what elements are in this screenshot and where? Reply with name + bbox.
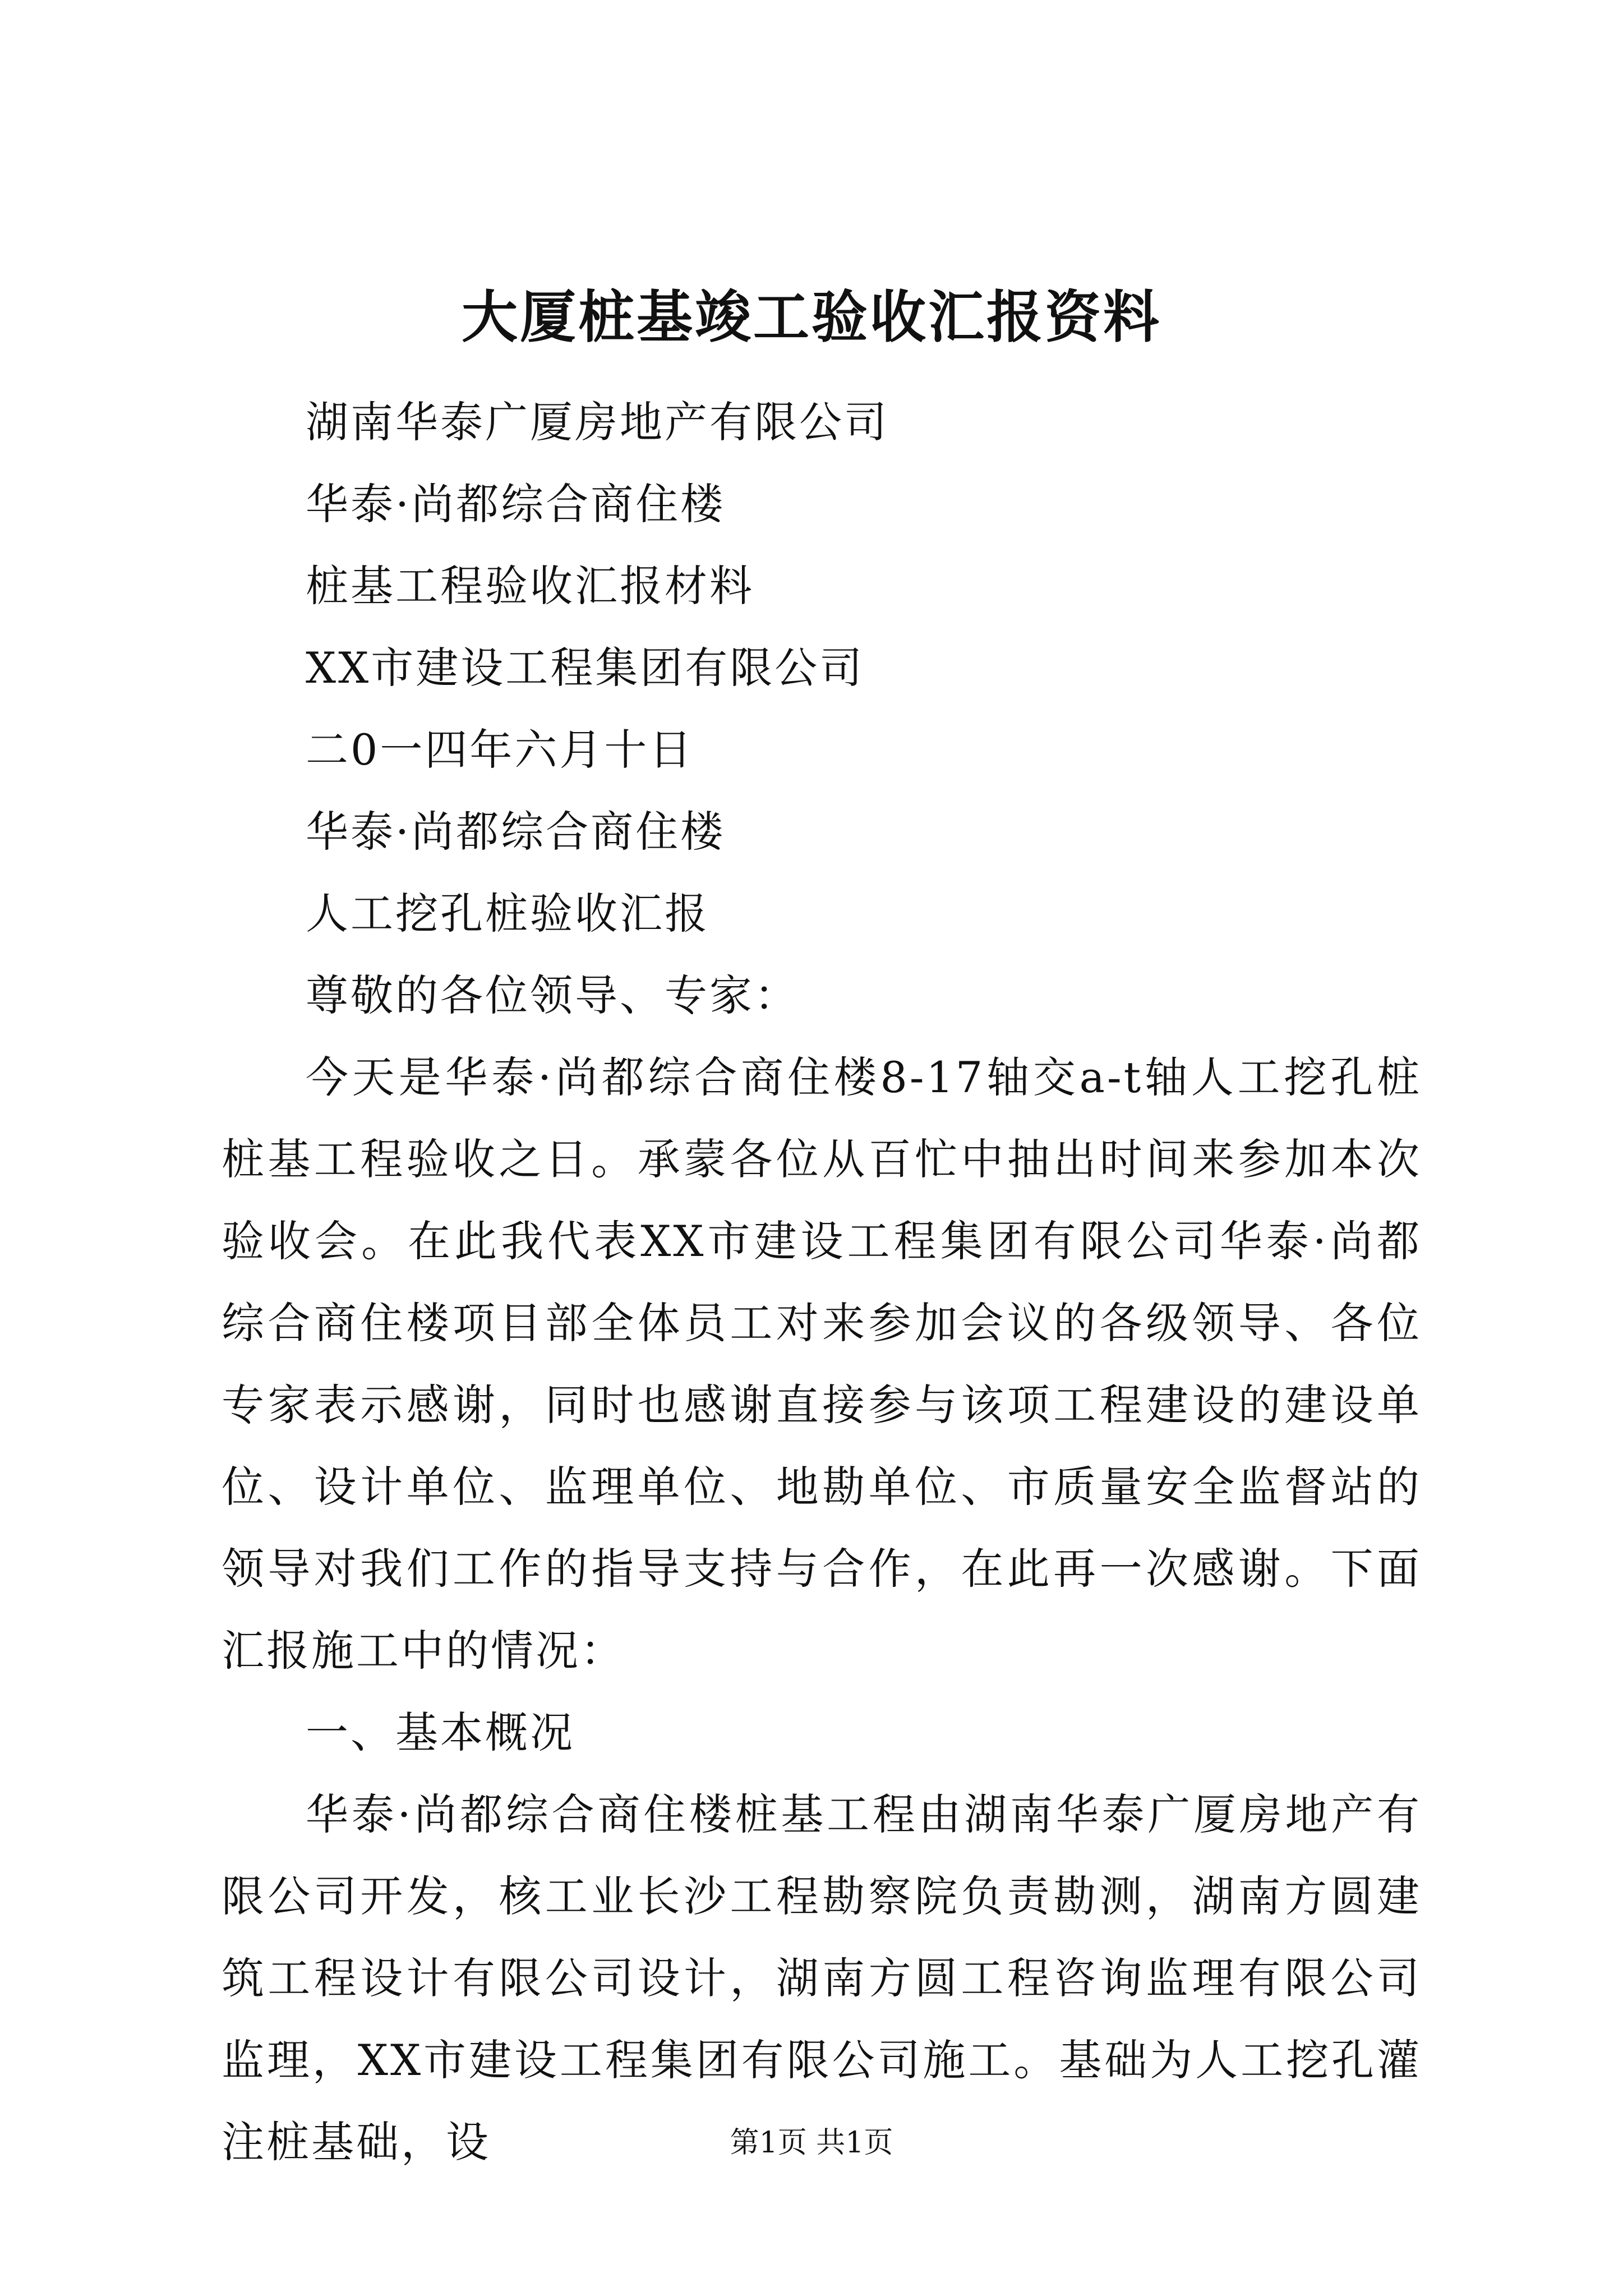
report-subject-line: 桩基工程验收汇报材料 <box>306 561 754 611</box>
owner-company-line: 湖南华泰广厦房地产有限公司 <box>306 397 889 447</box>
date-line: 二0一四年六月十日 <box>306 725 694 775</box>
salutation-line: 尊敬的各位领导、专家： <box>306 970 799 1020</box>
opening-paragraph: 今天是华泰·尚都综合商住楼8-17轴交a-t轴人工挖孔桩桩基工程验收之日。承蒙各位从百忙中抽出时间来参加本次验收会。在此我代表XX市建设工程集团有限公司华泰·尚都综合商住楼项目部全体员工对来参加会议的各级领导、各位专家表示感谢，同时也感谢直接参与该项工程建设的建设单位、设计单位、监理单位、地勘单位、市质量安全监督站的领导对我们工作的指导支持与合作，在此再一次感谢。下面汇报施工中的情况： <box>222 1052 1422 1676</box>
project-name-line: 华泰·尚都综合商住楼 <box>306 479 726 529</box>
project-name-line-2: 华泰·尚都综合商住楼 <box>306 807 726 857</box>
section-heading: 一、基本概况 <box>306 1708 575 1757</box>
overview-paragraph: 华泰·尚都综合商住楼桩基工程由湖南华泰广厦房地产有限公司开发，核工业长沙工程勘察院负责勘测，湖南方圆建筑工程设计有限公司设计，湖南方圆工程咨询监理有限公司监理，XX市建设工程集团有限公司施工。基础为人工挖孔灌注桩基础，设 <box>222 1789 1422 2167</box>
document-body <box>222 381 1422 2183</box>
report-title-line: 人工挖孔桩验收汇报 <box>306 889 709 938</box>
contractor-line: XX市建设工程集团有限公司 <box>306 643 865 693</box>
page-footer: 第1页 共1页 <box>730 2126 893 2160</box>
document-title: 大厦桩基竣工验收汇报资料 <box>462 284 1161 350</box>
